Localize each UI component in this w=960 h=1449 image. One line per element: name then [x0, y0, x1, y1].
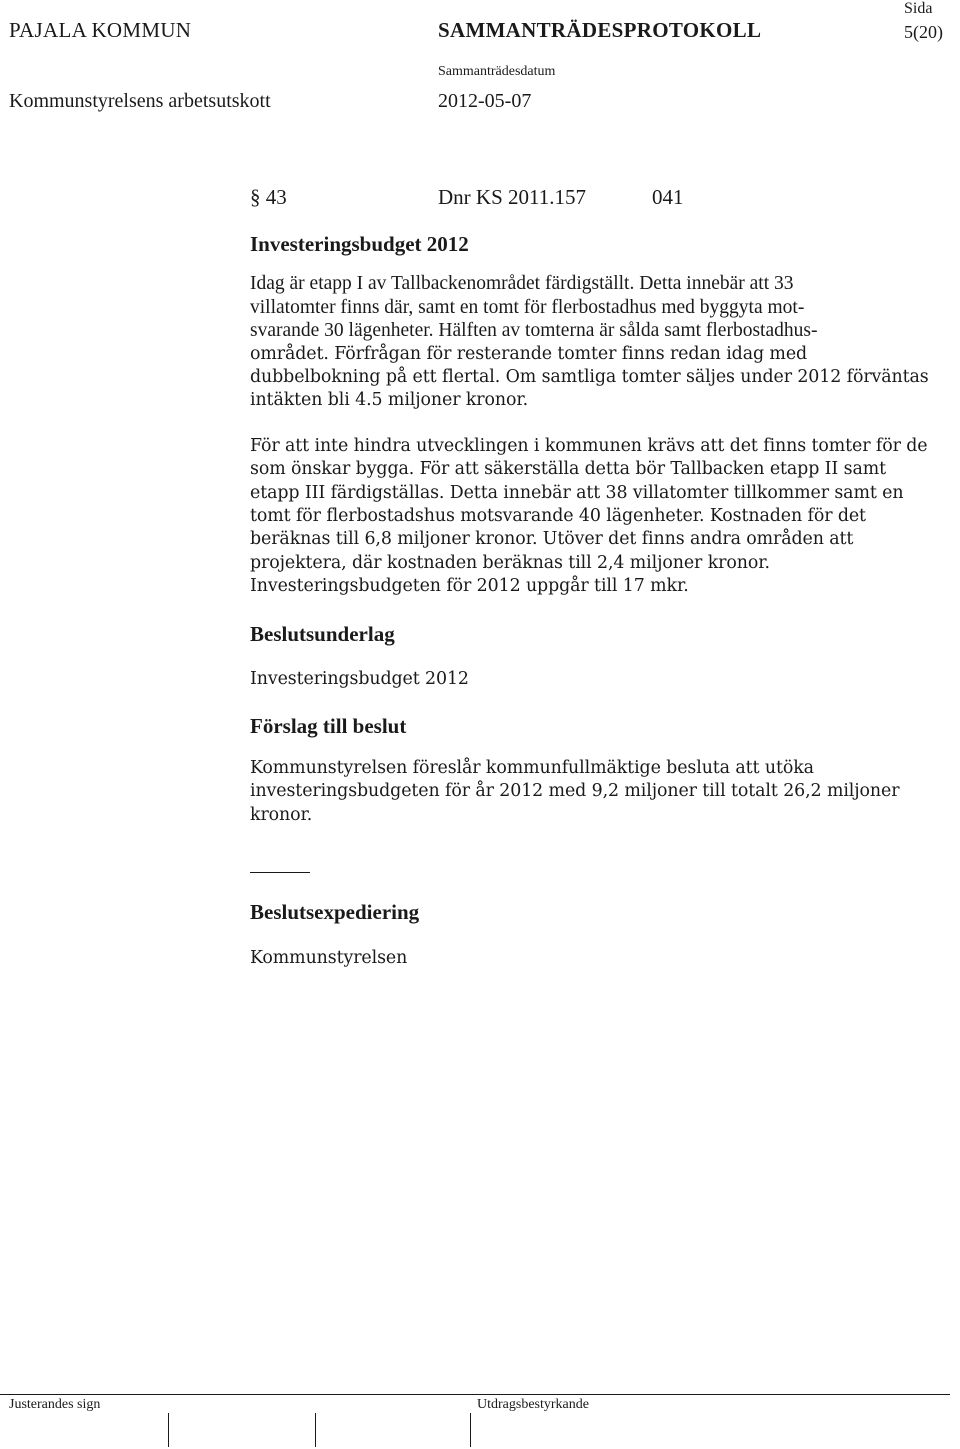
paragraph-number [250, 186, 438, 209]
text-line: etapp III färdigställas. Detta innebär att 38 villatomter tillkommer samt en [250, 482, 904, 503]
text-line: investeringsbudgeten för år 2012 med 9,2 miljoner till totalt 26,2 miljoner [250, 781, 900, 802]
proposal-text [250, 757, 960, 827]
text-line: intäkten bli 4.5 miljoner kronor. [250, 390, 529, 411]
extract-certification-label: Utdragsbestyrkande [477, 1397, 589, 1412]
section-symbol: § [250, 185, 261, 209]
text-line: projektera, där kostnaden beräknas till 2,4 miljoner kronor. [250, 552, 770, 573]
body-paragraph-1 [250, 272, 960, 412]
text-line: Investeringsbudgeten för 2012 uppgår till 17 mkr. [250, 576, 689, 597]
text-line: svarande 30 lägenheter. Hälften av tomterna är sålda samt flerbostadhus- [250, 320, 818, 342]
signature-box-divider [315, 1413, 316, 1447]
text-line: Idag är etapp I av Tallbackenområdet färdigställt. Detta innebär att 33 [250, 273, 794, 295]
text-line: som önskar bygga. För att säkerställa detta bör Tallbacken etapp II samt [250, 459, 886, 480]
page-number: 5(20) [904, 22, 943, 42]
text-line: kronor. [250, 804, 313, 825]
dispatch-recipient: Kommunstyrelsen [250, 947, 408, 968]
body-paragraph-2 [250, 435, 960, 599]
text-line: För att inte hindra utvecklingen i kommunen krävs att det finns tomter för de [250, 435, 928, 456]
document-type: SAMMANTRÄDESPROTOKOLL [438, 18, 762, 42]
text-line: Kommunstyrelsen föreslår kommunfullmäktige besluta att utöka [250, 757, 814, 778]
municipality-name: PAJALA KOMMUN [9, 18, 192, 42]
footer-rule [0, 1394, 950, 1395]
meeting-date-label: Sammanträdesdatum [438, 64, 556, 79]
proposal-heading: Förslag till beslut [250, 713, 407, 738]
separator-line [250, 872, 310, 873]
decision-basis-text: Investeringsbudget 2012 [250, 669, 469, 690]
page-label: Sida [904, 0, 933, 17]
classification-code: 041 [652, 185, 684, 209]
signature-label: Justerandes sign [9, 1397, 101, 1412]
text-line: dubbelbokning på ett flertal. Om samtliga tomter säljes under 2012 förväntas [250, 367, 929, 388]
paragraph-title: Investeringsbudget 2012 [250, 232, 469, 256]
protocol-body [250, 186, 960, 970]
meeting-date: 2012-05-07 [438, 90, 532, 112]
signature-box-divider [168, 1413, 169, 1447]
text-line: beräknas till 6,8 miljoner kronor. Utöver det finns andra områden att [250, 529, 854, 550]
text-line: tomt för flerbostadshus motsvarande 40 lägenheter. Kostnaden för det [250, 506, 866, 527]
paragraph-header [250, 186, 960, 218]
committee-name: Kommunstyrelsens arbetsutskott [9, 90, 271, 112]
dispatch-heading: Beslutsexpediering [250, 900, 420, 925]
paragraph-number-value: 43 [265, 185, 287, 209]
signature-box-divider [470, 1413, 471, 1447]
text-line: området. Förfrågan för resterande tomter finns redan idag med [250, 343, 808, 364]
decision-basis-heading: Beslutsunderlag [250, 621, 395, 646]
diary-number: Dnr KS 2011.157 [438, 185, 586, 209]
text-line: villatomter finns där, samt en tomt för flerbostadhus med byggyta mot- [250, 296, 805, 318]
